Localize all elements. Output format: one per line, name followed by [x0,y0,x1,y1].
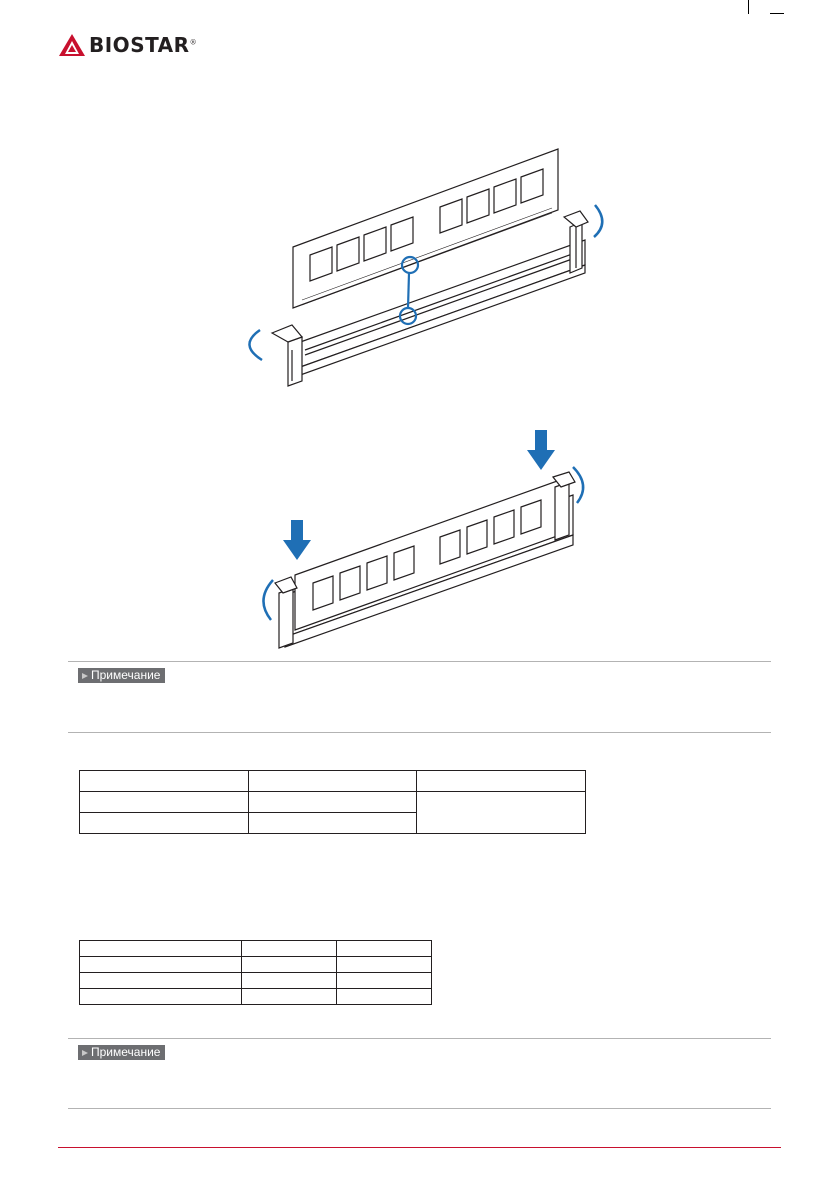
table-cell [417,771,586,792]
footer-rule [58,1147,781,1148]
table-cell [336,957,431,973]
table-cell [336,941,431,957]
crop-mark-top-right [748,0,749,14]
note-label [78,1045,165,1060]
note-rule-top [68,661,771,662]
table-cell [241,941,336,957]
table-cell [248,792,417,813]
note-label-text: Примечание [91,1045,161,1059]
table-cell [80,989,242,1005]
table-cell [80,973,242,989]
table-cell [336,973,431,989]
table-cell [336,989,431,1005]
table-cell [80,957,242,973]
table-cell [80,792,249,813]
note-rule-top [68,1038,771,1039]
note-rule-bottom [68,732,771,733]
table-cell [241,957,336,973]
table-cell-merged [417,792,586,834]
brand-name: BIOSTAR® [89,33,198,57]
table-cell [80,941,242,957]
biostar-logo [58,30,197,60]
crop-mark-top-right-h [770,13,784,14]
table-cell [241,973,336,989]
left-latch [272,325,302,386]
note-label [78,668,165,683]
note-rule-bottom [68,1108,771,1109]
dimm-install-diagram-step1 [230,145,620,390]
dimm-install-diagram-step2 [255,425,600,655]
table-cell [248,813,417,834]
table-cell [80,813,249,834]
memory-capacity-table [79,940,432,1005]
biostar-logo-icon [58,33,86,57]
table-cell [80,771,249,792]
memory-config-table [79,770,586,834]
table-cell [248,771,417,792]
triangle-icon [82,1050,88,1056]
table-cell [241,989,336,1005]
note-label-text: Примечание [91,668,161,682]
triangle-icon [82,673,88,679]
